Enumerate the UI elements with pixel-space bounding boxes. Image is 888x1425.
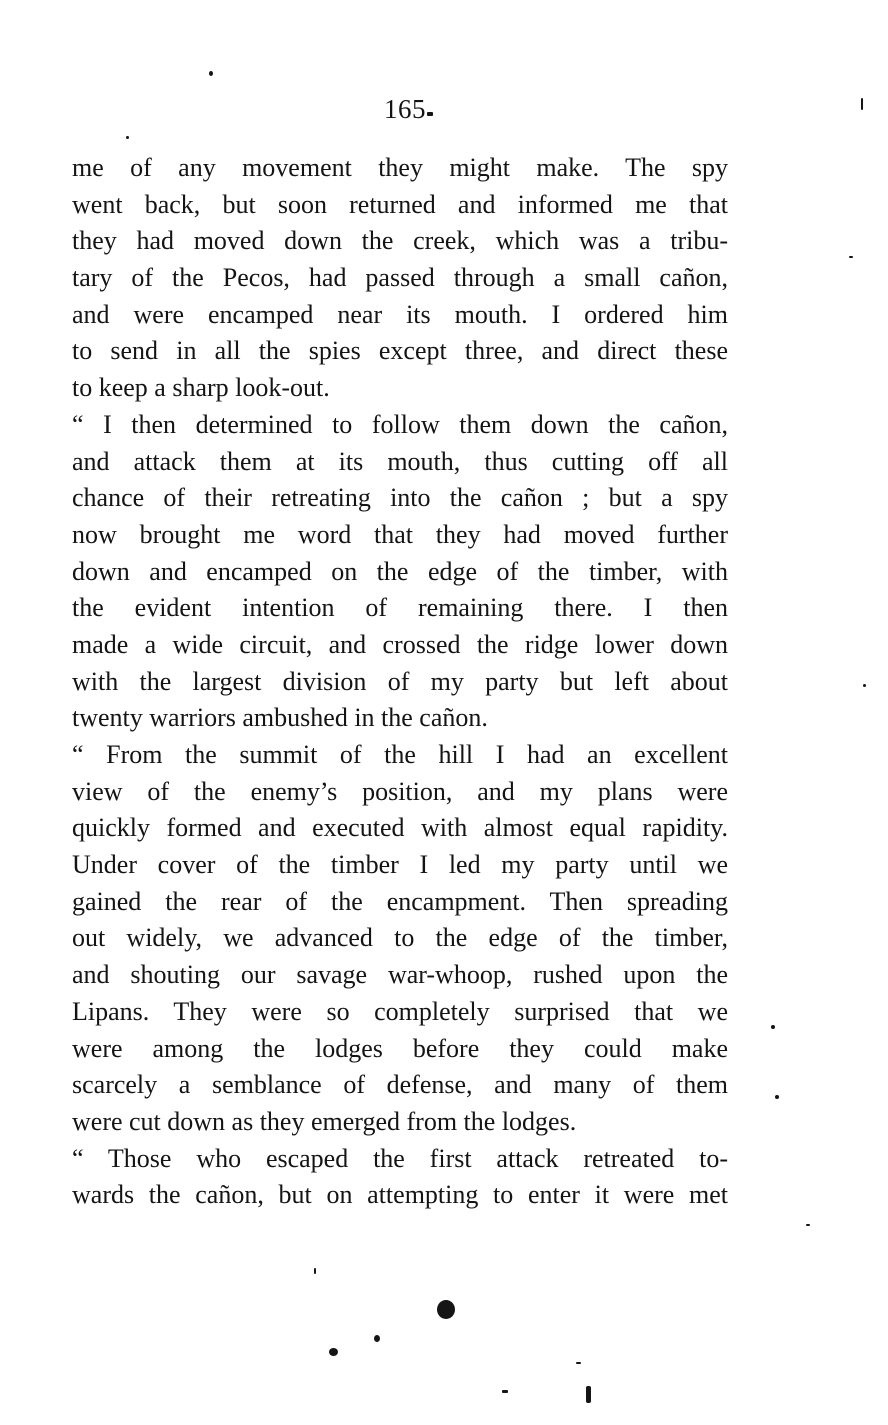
text-line: Lipans. They were so completely surprised that we xyxy=(72,996,728,1026)
text-line: were among the lodges before they could make xyxy=(72,1033,728,1063)
text-line: “ I then determined to follow them down the cañon, xyxy=(72,409,728,439)
text-line: now brought me word that they had moved further xyxy=(72,519,728,549)
text-line: made a wide circuit, and crossed the ridge lower down xyxy=(72,629,728,659)
ink-speck xyxy=(861,98,863,110)
ink-speck xyxy=(437,1300,455,1319)
ink-speck xyxy=(863,684,866,687)
text-line: were cut down as they emerged from the lodges. xyxy=(72,1106,577,1136)
text-line: “ Those who escaped the first attack retreated to- xyxy=(72,1143,728,1173)
text-line: the evident intention of remaining there. I then xyxy=(72,593,728,623)
text-line: “ From the summit of the hill I had an excellent xyxy=(72,740,728,769)
ink-speck xyxy=(849,256,853,258)
text-line: twenty warriors ambushed in the cañon. xyxy=(72,703,488,733)
text-line: to send in all the spies except three, and direct these xyxy=(72,336,728,366)
text-line: chance of their retreating into the cañon ; but a spy xyxy=(72,483,728,513)
ink-speck xyxy=(502,1390,508,1393)
ink-speck xyxy=(314,1268,316,1274)
ink-speck xyxy=(576,1362,581,1364)
text-line: and attack them at its mouth, thus cutting off all xyxy=(72,446,728,476)
body-text xyxy=(72,150,728,1214)
ink-speck xyxy=(586,1386,591,1403)
text-line: down and encamped on the edge of the timber, with xyxy=(72,556,728,586)
text-line: and were encamped near its mouth. I ordered him xyxy=(72,299,728,329)
ink-speck xyxy=(427,112,433,116)
text-line: tary of the Pecos, had passed through a small cañon, xyxy=(72,263,728,293)
text-line: wards the cañon, but on attempting to enter it were met xyxy=(72,1180,728,1210)
text-line: with the largest division of my party but left about xyxy=(72,666,728,696)
text-line: quickly formed and executed with almost equal rapidity. xyxy=(72,813,728,843)
ink-speck xyxy=(775,1095,779,1099)
text-line: Under cover of the timber I led my party until we xyxy=(72,850,728,880)
text-line: me of any movement they might make. The spy xyxy=(72,153,728,182)
text-line: gained the rear of the encampment. Then spreading xyxy=(72,886,728,916)
text-line: and shouting our savage war-whoop, rushed upon the xyxy=(72,960,728,990)
ink-speck xyxy=(329,1348,338,1356)
text-line: view of the enemy’s position, and my plans were xyxy=(72,776,728,806)
page-number: 165 xyxy=(384,94,426,124)
text-line: out widely, we advanced to the edge of the timber, xyxy=(72,923,728,953)
ink-speck xyxy=(126,136,129,139)
ink-speck xyxy=(374,1335,380,1342)
text-line: went back, but soon returned and informed me that xyxy=(72,189,728,219)
text-line: they had moved down the creek, which was a tribu- xyxy=(72,226,728,256)
text-line: to keep a sharp look-out. xyxy=(72,373,330,403)
ink-speck xyxy=(209,71,213,76)
ink-speck xyxy=(806,1224,810,1226)
ink-speck xyxy=(771,1025,775,1029)
text-line: scarcely a semblance of defense, and many of them xyxy=(72,1070,728,1100)
